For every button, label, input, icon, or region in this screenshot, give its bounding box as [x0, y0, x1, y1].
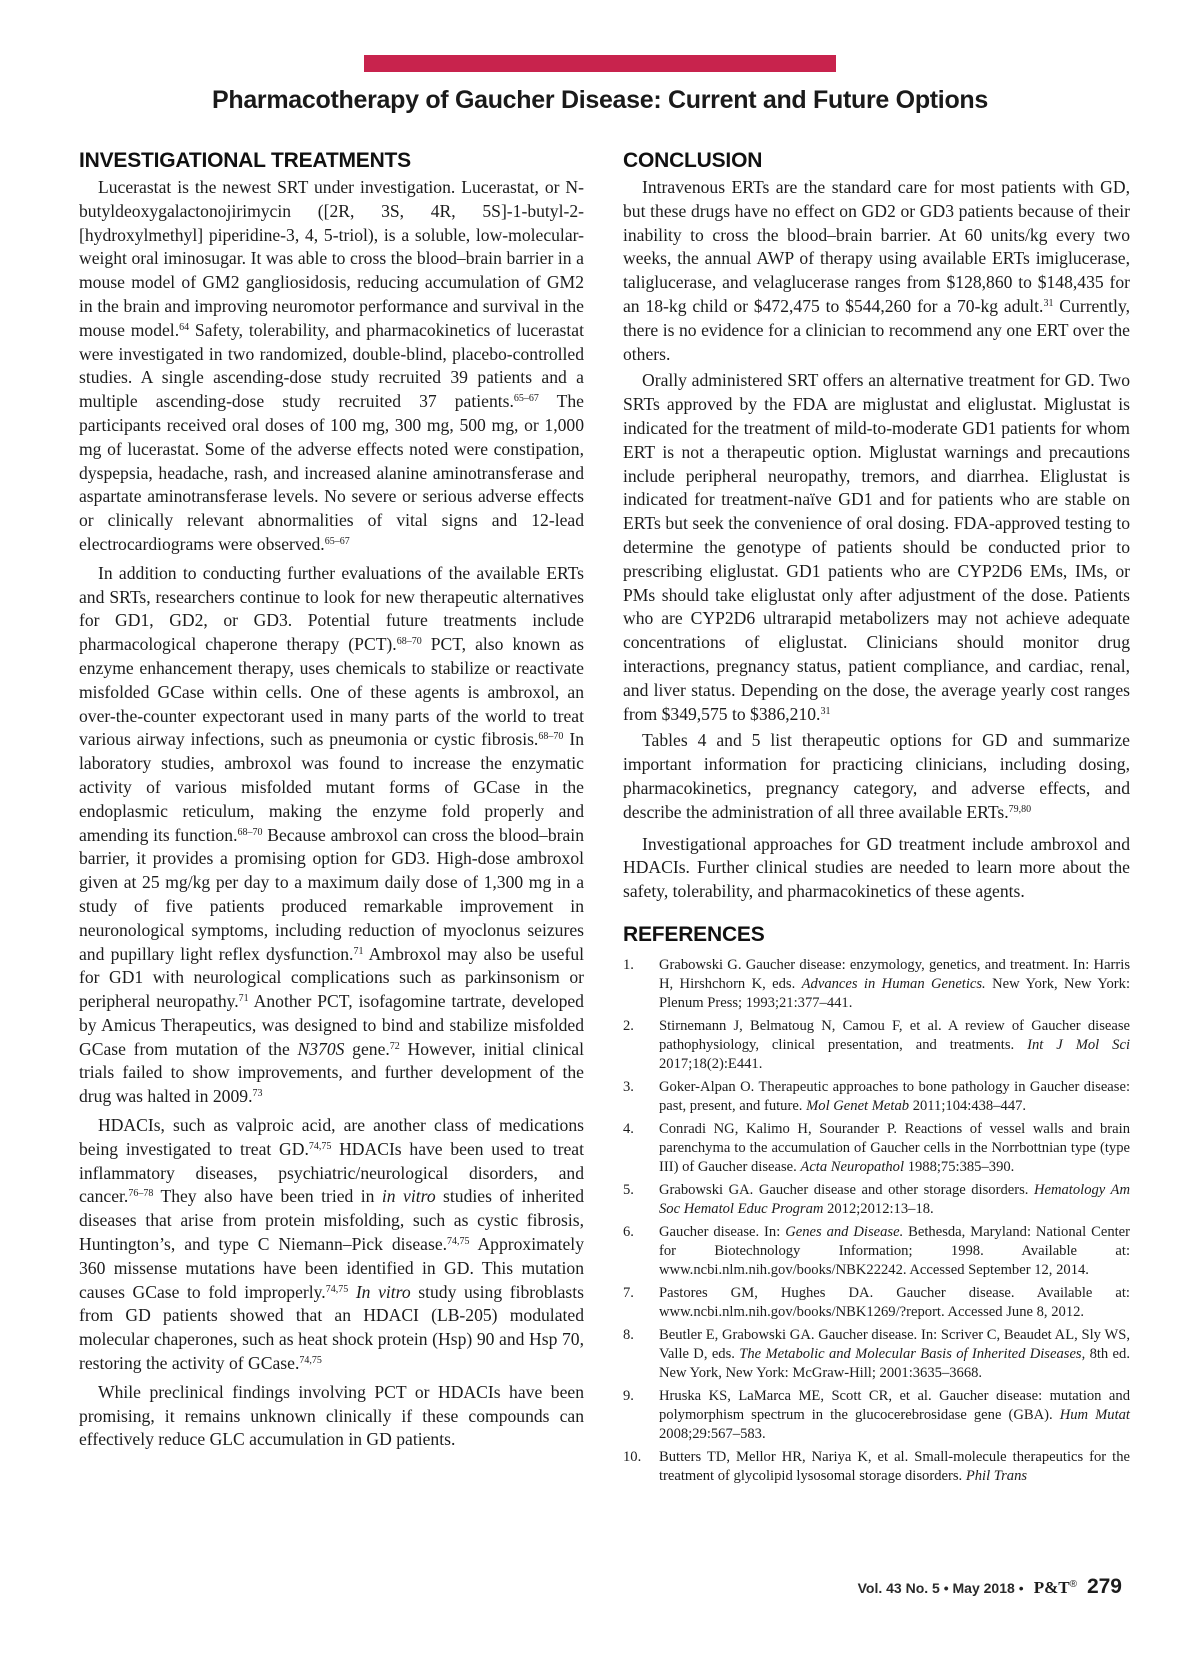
paragraph: HDACIs, such as valproic acid, are another class of medications being investigated to treat GD.$^{74,75}$ HDACIs have been used to treat inflammatory diseases, psychiatric/neurological disorders, and cancer.$^{76-78}$ They also have been tried in in vitro studies of inherited diseases that arise from protein misfolding, such as cystic fibrosis, Huntington’s, and type C Niemann–Pick disease.$^{74,75}$ Approximately 360 missense mutations have been identified in GD. This mutation causes GCase to fold improperly.$^{74,75}$ In vitro study using fibroblasts from GD patients showed that an HDACI (LB-205) modulated molecular chaperones, such as heat shock protein (Hsp) 90 and Hsp 70, restoring the activity of GCase.$^{74,75}$	[79, 1115, 584, 1374]
citation: 72	[389, 1040, 400, 1052]
journal-name: P&T	[1033, 1578, 1070, 1597]
paragraph: Investigational approaches for GD treatment include ambroxol and HDACIs. Further clinical studies are needed to learn more about the safety, tolerability, and pharmacokinetics of these agents.	[623, 833, 1130, 902]
registered-mark: ®	[1069, 1579, 1077, 1590]
paragraph: Intravenous ERTs are the standard care for most patients with GD, but these drugs have no effect on GD2 or GD3 patients because of their inability to cross the blood–brain barrier. At 60 units/kg every two weeks, the annual AWP of therapy using available ERTs imiglucerase, taliglucerase, and velaglucerase ranges from $128,860 to $148,435 for an 18-kg child or $472,475 to $544,260 for a 70-kg adult.$^{31}$ Currently, there is no evidence for a clinician to recommend any one ERT over the others.	[623, 177, 1130, 364]
section-heading-references: REFERENCES	[623, 922, 765, 946]
citation: 64	[179, 321, 190, 333]
citation: 68–70	[538, 731, 564, 743]
citation: 65–67	[324, 535, 350, 547]
citation: 74,75	[447, 1236, 470, 1248]
paragraph: Orally administered SRT offers an alternative treatment for GD. Two SRTs approved by the FDA are miglustat and eliglustat. Miglustat is indicated for the treatment of mild-to-moderate GD1 patients for whom ERT is not a therapeutic option. Miglustat warnings and precautions include peripheral neuropathy, tremors, and diarrhea. Eliglustat is indicated for treatment-naïve GD1 and for patients who are stable on ERTs but seek the convenience of oral dosing. FDA-approved testing to determine the genotype of patients should be conducted prior to prescribing eliglustat. GD1 patients who are CYP2D6 EMs, IMs, or PMs should take eliglustat only after adjustment of the dose. Patients who are CYP2D6 ultrarapid metabolizers may not achieve adequate concentrations of eliglustat. Clinicians should monitor drug interactions, pregnancy status, patient compliance, and cardiac, renal, and liver status. Depending on the dose, the average yearly cost ranges from $349,575 to $386,210.31	[623, 370, 1130, 724]
reference-item: 9. Hruska KS, LaMarca ME, Scott CR, et al. Gaucher disease: mutation and polymorphism spectrum in the glucocerebrosidase gene (GBA). Hum Mutat 2008;29:567–583.	[623, 1387, 1130, 1442]
reference-item: 1. Grabowski G. Gaucher disease: enzymology, genetics, and treatment. In: Harris H, Hirshchorn K, eds. Advances in Human Genetics. New York, New York: Plenum Press; 1993;21:377–441.	[623, 956, 1131, 1011]
page-footer	[858, 1575, 1122, 1599]
reference-list	[623, 956, 1130, 1486]
reference-item: 8. Beutler E, Grabowski GA. Gaucher disease. In: Scriver C, Beaudet AL, Sly WS, Valle D, eds. The Metabolic and Molecular Basis of Inherited Diseases, 8th ed. New York, New York: McGraw-Hill; 2001:3635–3668.	[623, 1326, 1130, 1381]
paragraph: Tables 4 and 5 list therapeutic options for GD and summarize important information for practicing clinicians, including dosing, pharmacokinetics, pregnancy category, and adverse effects, and describe the administration of all three available ERTs.$^{79,80}$	[623, 730, 1130, 822]
citation: 76–78	[128, 1188, 154, 1200]
left-column	[79, 148, 584, 1457]
citation: 31	[1043, 297, 1054, 309]
section-heading-conclusion: CONCLUSION	[623, 149, 763, 172]
issue-info: Vol. 43 No. 5 • May 2018	[857, 1580, 1015, 1596]
reference-item: 6. Gaucher disease. In: Genes and Disease. Bethesda, Maryland: National Center for Biotechnology Information; 1998. Available at: www.ncbi.nlm.nih.gov/books/NBK22242. Accessed September 12, 2014.	[623, 1223, 1131, 1278]
reference-item: 4. Conradi NG, Kalimo H, Sourander P. Reactions of vessel walls and brain parenchyma to the accumulation of Gaucher cells in the Norrbottnian type (type III) of Gaucher disease. Acta Neuropathol 1988;75:385–390.	[623, 1120, 1130, 1175]
citation: 74,75	[325, 1283, 349, 1295]
citation: 31	[820, 705, 831, 717]
reference-item: 7. Pastores GM, Hughes DA. Gaucher disease. Available at: www.ncbi.nlm.nih.gov/books/NBK1269/?report. Accessed June 8, 2012.	[623, 1284, 1130, 1320]
citation: 71	[353, 945, 364, 957]
paragraph: Lucerastat is the newest SRT under investigation. Lucerastat, or N-butyldeoxygalactonojirimycin ([2R, 3S, 4R, 5S]-1-butyl-2-[hydroxylmethyl] piperidine-3, 4, 5-triol), is a soluble, low-molecular-weight oral iminosugar. It was able to cross the blood–brain barrier in a mouse model of GM2 gangliosidosis, reducing accumulation of GM2 in the brain and improving neuromotor performance and survival in the mouse model.$^{64}$ Safety, tolerability, and pharmacokinetics of lucerastat were investigated in two randomized, double-blind, placebo-controlled studies. A single ascending-dose study recruited 39 patients and a multiple ascending-dose study recruited 37 patients.$^{65-67}$ The participants received oral doses of 100 mg, 300 mg, 500 mg, or 1,000 mg of lucerastat. Some of the adverse effects noted were constipation, dyspepsia, headache, rash, and increased alanine aminotransferase and aspartate aminotransferase levels. No severe or serious adverse effects or clinically relevant abnormalities of vital signs and 12-lead electrocardiograms were observed.$^{65-67}$	[79, 177, 584, 554]
citation: 74,75	[299, 1355, 322, 1367]
citation: 65–67	[513, 393, 539, 405]
citation: 73	[252, 1088, 263, 1100]
reference-item: 2. Stirnemann J, Belmatoug N, Camou F, et al. A review of Gaucher disease pathophysiology, clinical presentation, and treatments. Int J Mol Sci 2017;18(2):E441.	[623, 1017, 1130, 1072]
citation: 71	[238, 993, 249, 1005]
reference-item: 5. Grabowski GA. Gaucher disease and other storage disorders. Hematology Am Soc Hematol Educ Program 2012;2012:13–18.	[623, 1181, 1131, 1217]
citation: 74,75	[308, 1140, 332, 1152]
right-column	[623, 148, 1130, 1490]
page-number: 279	[1086, 1575, 1122, 1598]
citation: 68–70	[396, 636, 422, 648]
page-title: Pharmacotherapy of Gaucher Disease: Current and Future Options	[211, 86, 989, 114]
gene-name: N370S	[297, 1038, 345, 1059]
section-heading-investigational: INVESTIGATIONAL TREATMENTS	[79, 149, 411, 172]
paragraph: In addition to conducting further evaluations of the available ERTs and SRTs, researchers continue to look for new therapeutic alternatives for GD1, GD2, or GD3. Potential future treatments include pharmacological chaperone therapy (PCT).$^{68-70}$ PCT, also known as enzyme enhancement therapy, uses chemicals to stabilize or reactivate misfolded GCase within cells. One of these agents is ambroxol, an over-the-counter expectorant used in many parts of the world to treat various airway infections, such as pneumonia or cystic fibrosis.$^{68-70}$ In laboratory studies, ambroxol was found to increase the enzymatic activity of various misfolded mutant forms of GCase in the endoplasmic reticulum, making the enzyme fold properly and amending its function.$^{68-70}$ Because ambroxol can cross the blood–brain barrier, it provides a promising option for GD3. High-dose ambroxol given at 25 mg/kg per day to a maximum daily dose of 1,300 mg in a study of five patients produced remarkable improvement in neuronological symptoms, including reduction of myoclonus seizures and pupillary light reflex dysfunction.$^{71}$ Ambroxol may also be useful for GD1 with neurological complications such as parkinsonism or peripheral neuropathy.$^{71}$ Another PCT, isofagomine tartrate, developed by Amicus Therapeutics, was designed to bind and stabilize misfolded GCase from mutation of the N370S gene.$^{72}$ However, initial clinical trials failed to show improvements, and further development of the drug was halted in 2009.73	[79, 562, 585, 1107]
footer-bullet: •	[1018, 1580, 1024, 1596]
reference-item: 3. Goker-Alpan O. Therapeutic approaches to bone pathology in Gaucher disease: past, present, and future. Mol Genet Metab 2011;104:438–447.	[623, 1078, 1130, 1114]
header-accent-bar	[364, 55, 836, 72]
citation: 79,80	[1008, 803, 1032, 815]
reference-item: 10. Butters TD, Mellor HR, Nariya K, et al. Small-molecule therapeutics for the treatment of glycolipid lysosomal storage disorders. Phil Trans	[623, 1448, 1130, 1484]
paragraph: While preclinical findings involving PCT or HDACIs have been promising, it remains unknown clinically if these compounds can effectively reduce GLC accumulation in GD patients.	[79, 1381, 584, 1450]
citation: 68–70	[237, 826, 263, 838]
